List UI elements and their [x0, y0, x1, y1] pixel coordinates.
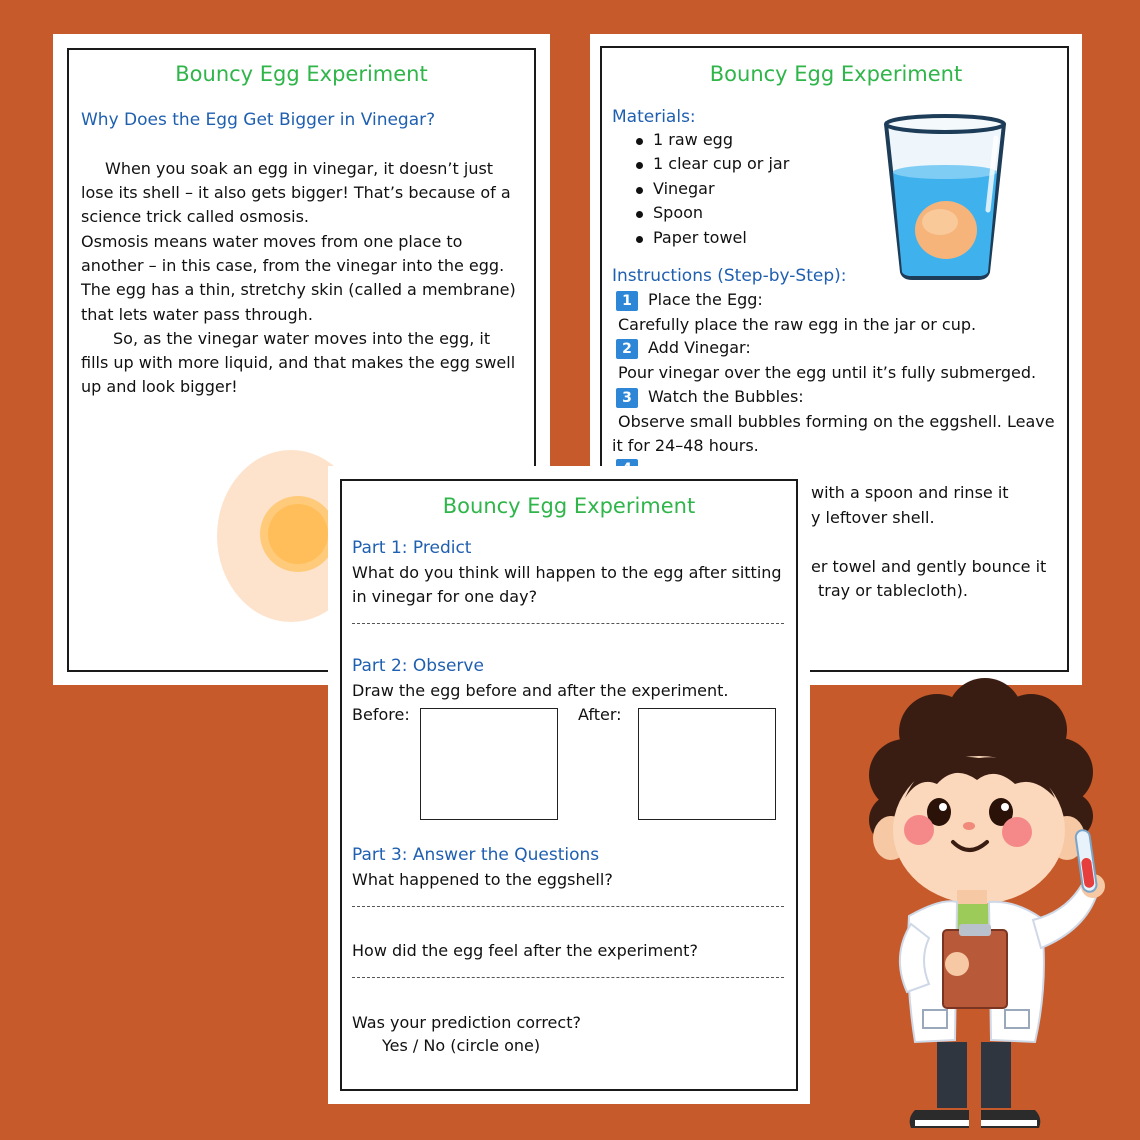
materials-heading: Materials: [612, 107, 696, 127]
after-label: After: [578, 705, 622, 724]
page-title: Bouncy Egg Experiment [709, 62, 963, 86]
instruction-text: Draw the egg before and after the experiment. [352, 681, 729, 700]
step-text: Observe small bubbles forming on the eggshell. Leave [618, 412, 1055, 431]
paragraph-line: When you soak an egg in vinegar, it doesn’t just [105, 159, 494, 178]
glass-with-egg-icon [880, 114, 1010, 284]
answer-line[interactable] [352, 906, 784, 907]
step-4-header [616, 457, 648, 466]
list-item: 1 raw egg [635, 128, 789, 152]
paragraph-line: Osmosis means water moves from one place to [81, 232, 463, 251]
part3-heading: Part 3: Answer the Questions [352, 845, 600, 865]
cracked-egg-icon [213, 444, 333, 624]
before-drawing-box[interactable] [420, 708, 558, 820]
step-text-fragment: with a spoon and rinse it [811, 483, 1009, 502]
page-title: Bouncy Egg Experiment [442, 494, 696, 518]
list-item: 1 clear cup or jar [635, 152, 789, 176]
after-drawing-box[interactable] [638, 708, 776, 820]
list-item: Vinegar [635, 177, 789, 201]
step-number-badge: 2 [616, 339, 638, 359]
question-text: What happened to the eggshell? [352, 870, 613, 889]
step-title: Add Vinegar: [648, 338, 751, 357]
step-title: Watch the Bubbles: [648, 387, 804, 406]
instructions-heading: Instructions (Step-by-Step): [612, 266, 847, 286]
paragraph-line: that lets water pass through. [81, 305, 313, 324]
before-label: Before: [352, 705, 410, 724]
step-text: Pour vinegar over the egg until it’s fully submerged. [618, 363, 1037, 382]
question-text: Was your prediction correct? [352, 1013, 581, 1032]
question-text: What do you think will happen to the egg after sitting [352, 563, 782, 582]
list-item: Paper towel [635, 226, 789, 250]
step-number-badge: 1 [616, 291, 638, 311]
step-3-header [616, 386, 804, 408]
list-item: Spoon [635, 201, 789, 225]
step-2-header [616, 337, 751, 359]
paragraph-line: science trick called osmosis. [81, 207, 310, 226]
part1-heading: Part 1: Predict [352, 538, 472, 558]
scientist-kid-icon [845, 680, 1125, 1140]
step-text: it for 24–48 hours. [612, 436, 759, 455]
page-title: Bouncy Egg Experiment [175, 62, 428, 86]
answer-options: Yes / No (circle one) [382, 1036, 541, 1055]
section-heading: Why Does the Egg Get Bigger in Vinegar? [81, 110, 436, 130]
paragraph-line: lose its shell – it also gets bigger! That’s because of a [81, 183, 511, 202]
step-title: Place the Egg: [648, 290, 763, 309]
paragraph-line: The egg has a thin, stretchy skin (called a membrane) [81, 280, 516, 299]
answer-line[interactable] [352, 977, 784, 978]
step-1-header [616, 289, 763, 311]
step-text: Carefully place the raw egg in the jar or cup. [618, 315, 977, 334]
step-text-fragment: er towel and gently bounce it [811, 557, 1047, 576]
worksheet-questions [328, 466, 810, 1104]
paragraph-line: fills up with more liquid, and that makes the egg swell [81, 353, 516, 372]
part2-heading: Part 2: Observe [352, 656, 484, 676]
paragraph-line: up and look bigger! [81, 377, 238, 396]
step-number-badge: 3 [616, 388, 638, 408]
answer-line[interactable] [352, 623, 784, 624]
materials-list [635, 128, 789, 250]
step-text-fragment: y leftover shell. [811, 508, 935, 527]
paragraph-line: another – in this case, from the vinegar into the egg. [81, 256, 505, 275]
question-text: How did the egg feel after the experiment? [352, 941, 698, 960]
question-text: in vinegar for one day? [352, 587, 538, 606]
paragraph-line: So, as the vinegar water moves into the egg, it [113, 329, 491, 348]
step-text-fragment: tray or tablecloth). [818, 581, 968, 600]
